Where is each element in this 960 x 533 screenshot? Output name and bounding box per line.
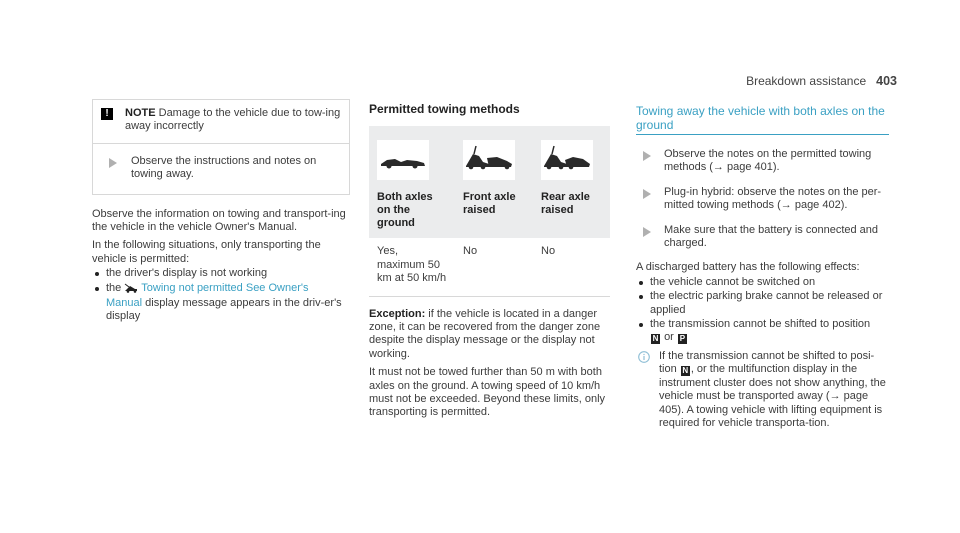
bullet-icon: [639, 281, 643, 285]
section-title: Breakdown assistance: [746, 74, 867, 88]
towing-axles-heading: Towing away the vehicle with both axles on the ground: [636, 104, 889, 135]
distance-paragraph: It must not be towed further than 50 m with both axles on the ground. A towing speed of 10 km/h must not be exceeded. Beyond these limits, only transporting is permitted.: [369, 366, 606, 419]
cell-front-axle: No: [455, 238, 533, 296]
intro-paragraph: Observe the information on towing and transport-ing the vehicle in the vehicle Owner's Manual.: [92, 207, 346, 234]
list-item: the electric parking brake cannot be released or applied: [636, 290, 889, 317]
steps-list: [636, 148, 889, 250]
bullet-icon: [95, 272, 99, 276]
step-arrow-icon: [643, 151, 651, 175]
cell-rear-axle: No: [533, 238, 610, 296]
gear-p-icon: P: [679, 334, 686, 344]
battery-paragraph: A discharged battery has the following effects:: [636, 261, 860, 274]
step-arrow-icon: [109, 158, 117, 182]
notice-label: NOTE: [125, 107, 156, 119]
cell-both-axles: Yes, maximum 50 km at 50 km/h: [369, 238, 455, 296]
info-note: If the transmission cannot be shifted to posi-tion N , or the multifunction display in the instrument cluster does not show anything, the vehicle must be transported away (→ page 405). A towing vehicle with lifting equipment is required for vehicle transporta-tion.: [636, 350, 889, 430]
column-left: [92, 99, 346, 325]
list-item: the vehicle cannot be switched on: [636, 276, 889, 289]
column-middle: [369, 99, 610, 425]
notice-text: Damage to the vehicle due to tow-ing away incorrectly: [125, 107, 341, 133]
list-item: Observe the notes on the permitted towing methods (→ page 401).: [636, 148, 889, 175]
bullet-icon: [639, 295, 643, 299]
situations-list: [92, 267, 346, 324]
towing-methods-heading: Permitted towing methods: [369, 102, 520, 116]
rear-axle-raised-icon: [541, 140, 593, 180]
exception-label: Exception:: [369, 307, 426, 320]
list-item: Plug-in hybrid: observe the notes on the per-mitted towing methods (→ page 402).: [636, 186, 889, 213]
table-row: [369, 238, 610, 296]
header-rear-axle: Rear axle raised: [533, 126, 610, 238]
page-number: 403: [876, 74, 897, 88]
list-item: the driver's display is not working: [92, 267, 346, 280]
list-item: the Towing not permitted See Owner's Manual display message appears in the driv-er's display: [92, 282, 346, 324]
effects-list: [636, 276, 889, 345]
notice-step: [93, 143, 349, 194]
towing-methods-table: [369, 126, 610, 296]
list-item: Make sure that the battery is connected and charged.: [636, 224, 889, 251]
step-arrow-icon: [643, 189, 651, 213]
exception-paragraph: Exception: if the vehicle is located in a danger zone, it can be recovered from the danger zone despite the display message or the display not working.: [369, 307, 601, 360]
step-arrow-icon: [643, 227, 651, 251]
gear-n-icon: N: [652, 334, 659, 344]
front-axle-raised-icon: [463, 140, 515, 180]
car-on-ground-icon: [377, 140, 429, 180]
notice-box: [92, 99, 350, 195]
bullet-icon: [639, 323, 643, 327]
notice-header: [93, 100, 349, 143]
notice-step-text: Observe the instructions and notes on towing away.: [131, 154, 317, 181]
situations-paragraph: In the following situations, only transporting the vehicle is permitted:: [92, 239, 321, 265]
warning-exclamation-icon: !: [101, 108, 113, 120]
column-right: [636, 99, 889, 430]
tow-car-icon: [124, 283, 138, 297]
header-front-axle: Front axle raised: [455, 126, 533, 238]
info-icon: [638, 351, 650, 430]
list-item: the transmission cannot be shifted to position N or P: [636, 318, 889, 345]
page-header: [746, 74, 897, 88]
bullet-icon: [95, 287, 99, 291]
towing-message-link[interactable]: Towing not permitted See Owner's Manual: [106, 281, 309, 310]
header-both-axles: Both axles on the ground: [369, 126, 455, 238]
table-header-row: [369, 126, 610, 238]
gear-n-icon: N: [682, 366, 689, 376]
